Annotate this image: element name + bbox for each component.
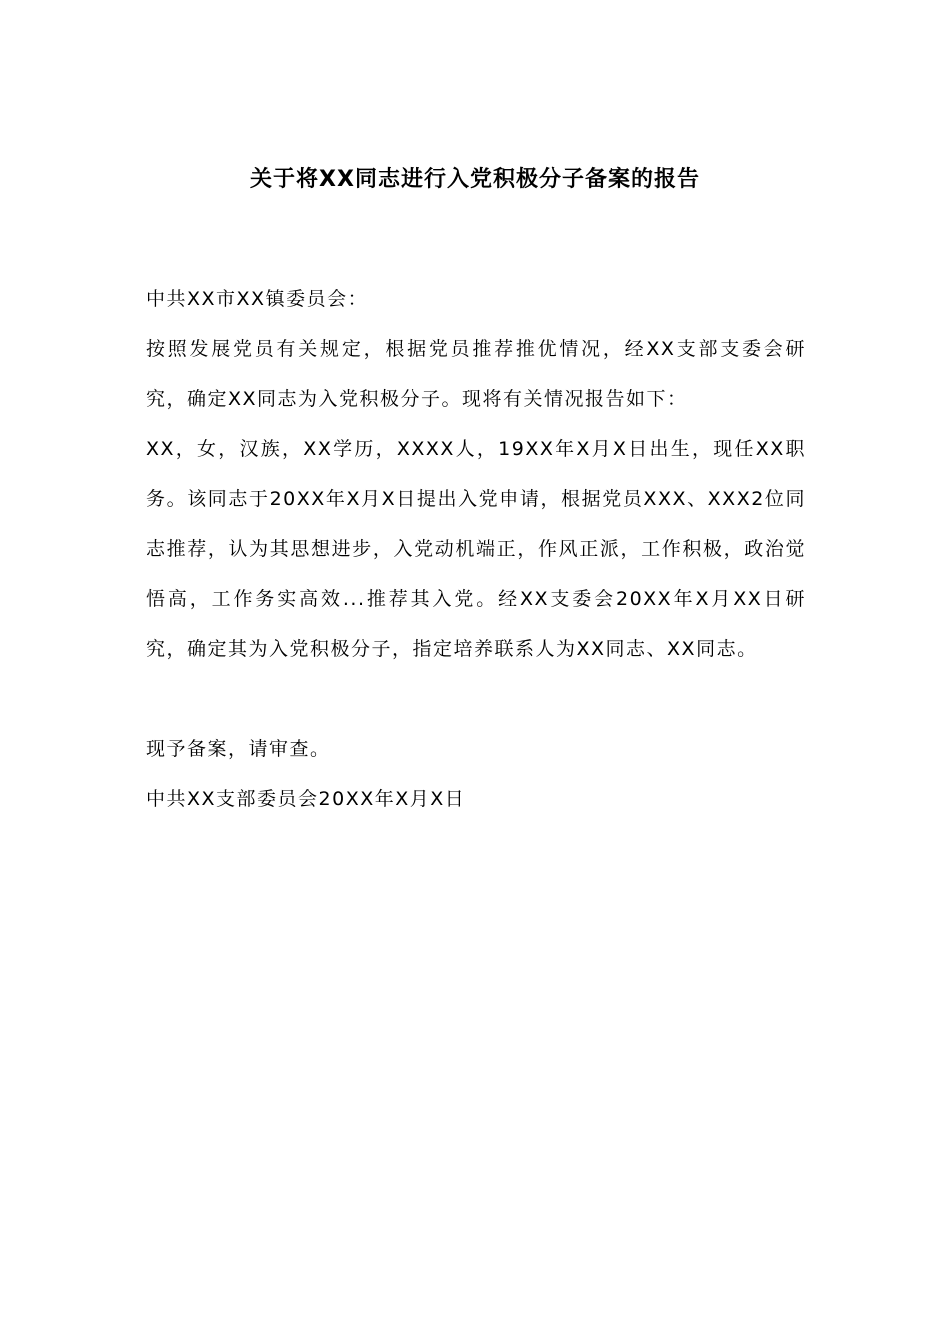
paragraph-2: XX，女，汉族，XX学历，XXXX人，19XX年X月X日出生，现任XX职务。该同志于20XX年X月X日提出入党申请，根据党员XXX、XXX2位同志推荐，认为其思想进步，入党动机端正，作风正派，工作积极，政治觉悟高，工作务实高效...推荐其入党。经XX支委会20XX年X月XX日研究，确定其为入党积极分子，指定培养联系人为XX同志、XX同志。 (146, 438, 806, 660)
document-title: 关于将XX同志进行入党积极分子备案的报告 (250, 167, 700, 192)
paragraph-1: 按照发展党员有关规定，根据党员推荐推优情况，经XX支部支委会研究，确定XX同志为入党积极分子。现将有关情况报告如下： (146, 338, 806, 410)
closing-line: 现予备案，请审查。 (146, 738, 331, 760)
signature-line: 中共XX支部委员会20XX年X月X日 (146, 788, 466, 810)
salutation: 中共XX市XX镇委员会： (146, 288, 369, 310)
